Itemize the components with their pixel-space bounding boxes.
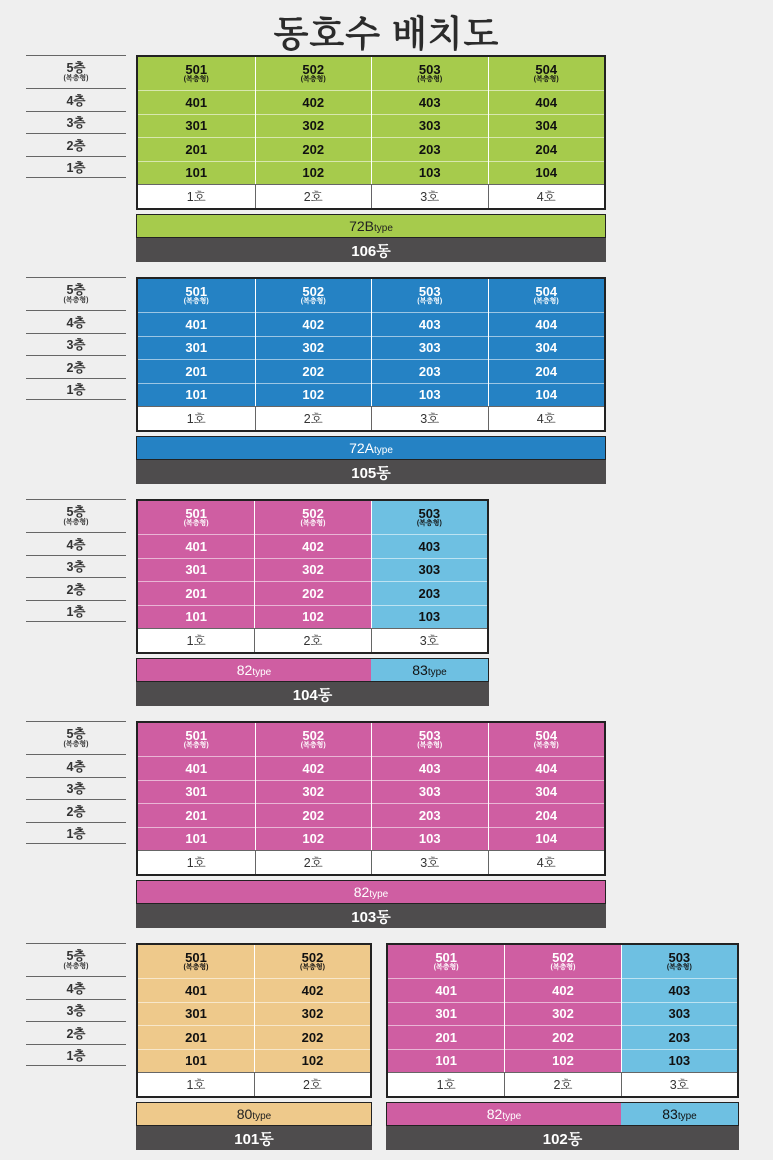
duplex-label: (복층형) (300, 297, 326, 305)
type-bar (136, 880, 606, 904)
unit-cell[interactable]: 302 (256, 336, 372, 360)
unit-cell[interactable]: 104 (489, 383, 605, 407)
building-104동 (136, 499, 489, 704)
unit-cell[interactable]: 304 (489, 336, 605, 360)
duplex-label: (복층형) (433, 963, 459, 971)
unit-number: 503 (418, 61, 441, 77)
unit-column (504, 945, 620, 1096)
type-suffix: type (374, 444, 393, 456)
duplex-label: (복층형) (183, 519, 209, 527)
ho-label: 3호 (621, 1072, 737, 1096)
type-name: 83 (662, 1106, 678, 1122)
unit-cell[interactable]: 302 (255, 1002, 370, 1026)
unit-cell[interactable]: 101 (138, 827, 255, 851)
unit-column (488, 723, 605, 874)
unit-cell[interactable]: 203 (622, 1025, 737, 1049)
floor-label-4: 4층 (26, 532, 126, 555)
unit-number: 503 (418, 283, 441, 299)
duplex-label: (복층형) (183, 75, 209, 83)
unit-cell[interactable]: 103 (622, 1049, 737, 1073)
dong-label: 103동 (136, 904, 606, 928)
floor-labels (26, 55, 126, 178)
unit-cell[interactable]: 301 (138, 1002, 254, 1026)
unit-cell[interactable]: 402 (256, 90, 372, 114)
floor-label-1: 1층 (26, 156, 126, 179)
duplex-label: (복층형) (300, 741, 326, 749)
ho-label: 1호 (138, 628, 254, 652)
page-title: 동호수 배치도 (273, 13, 500, 54)
unit-cell[interactable]: 102 (256, 383, 372, 407)
unit-cell[interactable] (372, 723, 488, 756)
unit-cell[interactable]: 204 (489, 803, 605, 827)
unit-cell[interactable]: 201 (388, 1025, 504, 1049)
unit-number: 502 (301, 949, 324, 965)
unit-column (255, 57, 372, 208)
unit-column (621, 945, 737, 1096)
floor-label-2: 2층 (26, 799, 126, 822)
floor-labels (26, 943, 126, 1066)
floor-label-sub: (복층형) (63, 518, 89, 526)
dong-label: 106동 (136, 238, 606, 262)
unit-cell[interactable]: 303 (372, 114, 488, 138)
ho-label: 4호 (488, 406, 605, 430)
ho-label: 2호 (255, 850, 372, 874)
unit-number: 502 (302, 727, 325, 743)
unit-cell[interactable]: 203 (372, 359, 488, 383)
type-suffix: type (677, 1110, 697, 1122)
unit-cell[interactable]: 401 (138, 978, 254, 1002)
type-segment (137, 881, 605, 903)
unit-cell[interactable] (255, 501, 370, 534)
type-segment (137, 437, 605, 459)
type-segment (137, 215, 605, 237)
duplex-label: (복층형) (666, 963, 692, 971)
unit-cell[interactable]: 303 (372, 558, 487, 582)
duplex-label: (복층형) (417, 75, 443, 83)
unit-cell[interactable]: 403 (372, 756, 488, 780)
unit-cell[interactable]: 101 (138, 383, 255, 407)
unit-cell[interactable]: 301 (138, 558, 254, 582)
unit-cell[interactable] (138, 501, 254, 534)
unit-number: 504 (535, 61, 558, 77)
type-suffix: type (252, 1110, 272, 1122)
unit-cell[interactable]: 402 (505, 978, 620, 1002)
floor-label-3: 3층 (26, 777, 126, 800)
unit-column (138, 501, 254, 652)
floor-label-4: 4층 (26, 88, 126, 111)
unit-number: 502 (302, 61, 325, 77)
unit-column (138, 945, 254, 1096)
type-segment (621, 1103, 738, 1125)
floor-labels (26, 721, 126, 844)
type-bar (136, 214, 606, 238)
unit-cell[interactable]: 404 (489, 312, 605, 336)
floor-label-2: 2층 (26, 133, 126, 156)
type-segment (387, 1103, 621, 1125)
floor-label-text: 5층 (66, 726, 86, 741)
floor-label-4: 4층 (26, 310, 126, 333)
ho-label: 1호 (138, 850, 255, 874)
unit-number: 501 (185, 61, 208, 77)
type-name: 72A (349, 440, 374, 456)
type-name: 80 (236, 1106, 253, 1122)
unit-cell[interactable]: 303 (372, 336, 488, 360)
building-section (0, 55, 773, 267)
duplex-label: (복층형) (183, 297, 209, 305)
unit-cell[interactable] (256, 279, 372, 312)
type-name: 82 (353, 884, 370, 900)
building-section (0, 499, 773, 711)
unit-cell[interactable]: 102 (255, 1049, 370, 1073)
unit-number: 501 (185, 283, 208, 299)
unit-grid (136, 277, 606, 432)
unit-cell[interactable]: 102 (256, 161, 372, 185)
unit-cell[interactable]: 103 (372, 383, 488, 407)
unit-cell[interactable]: 103 (372, 827, 488, 851)
type-bar (136, 1102, 372, 1126)
unit-cell[interactable]: 104 (489, 161, 605, 185)
type-suffix: type (374, 222, 393, 234)
floor-label-text: 5층 (66, 504, 86, 519)
unit-grid (136, 55, 606, 210)
unit-cell[interactable]: 102 (256, 827, 372, 851)
unit-column (371, 279, 488, 430)
duplex-label: (복층형) (533, 297, 559, 305)
unit-cell[interactable]: 102 (505, 1049, 620, 1073)
floor-label-5 (26, 721, 126, 754)
unit-cell[interactable]: 301 (138, 780, 255, 804)
unit-cell[interactable]: 302 (505, 1002, 620, 1026)
unit-cell[interactable]: 301 (388, 1002, 504, 1026)
building-section (0, 277, 773, 489)
unit-number: 503 (668, 949, 691, 965)
ho-label: 4호 (488, 850, 605, 874)
type-bar (386, 1102, 739, 1126)
unit-cell[interactable] (256, 57, 372, 90)
floor-label-sub: (복층형) (63, 74, 89, 82)
unit-cell[interactable] (138, 945, 254, 978)
unit-column (254, 501, 370, 652)
ho-label: 1호 (388, 1072, 504, 1096)
ho-label: 2호 (254, 1072, 370, 1096)
unit-cell[interactable]: 402 (256, 312, 372, 336)
unit-number: 501 (185, 505, 208, 521)
unit-number: 504 (535, 727, 558, 743)
ho-label: 2호 (255, 184, 372, 208)
floor-label-1: 1층 (26, 822, 126, 845)
unit-cell[interactable] (256, 723, 372, 756)
duplex-label: (복층형) (300, 519, 326, 527)
floor-label-sub: (복층형) (63, 296, 89, 304)
unit-cell[interactable]: 203 (372, 137, 488, 161)
unit-column (488, 57, 605, 208)
unit-cell[interactable]: 201 (138, 803, 255, 827)
unit-grid (136, 943, 372, 1098)
unit-column (255, 723, 372, 874)
duplex-label: (복층형) (417, 297, 443, 305)
type-suffix: type (369, 888, 389, 900)
unit-cell[interactable]: 304 (489, 114, 605, 138)
unit-cell[interactable]: 401 (138, 534, 254, 558)
unit-cell[interactable]: 202 (256, 803, 372, 827)
duplex-label: (복층형) (550, 963, 576, 971)
ho-label: 2호 (255, 406, 372, 430)
duplex-label: (복층형) (300, 963, 325, 971)
unit-cell[interactable]: 401 (138, 90, 255, 114)
floor-label-2: 2층 (26, 1021, 126, 1044)
floor-label-3: 3층 (26, 333, 126, 356)
unit-cell[interactable]: 301 (138, 114, 255, 138)
unit-number: 501 (185, 949, 207, 965)
unit-number: 501 (435, 949, 458, 965)
unit-cell[interactable]: 303 (372, 780, 488, 804)
unit-number: 503 (418, 505, 441, 521)
ho-label: 3호 (371, 628, 487, 652)
floor-label-3: 3층 (26, 555, 126, 578)
type-name: 72B (349, 218, 374, 234)
unit-column (371, 723, 488, 874)
unit-cell[interactable]: 203 (372, 581, 487, 605)
unit-cell[interactable]: 402 (255, 534, 370, 558)
unit-cell[interactable]: 201 (138, 359, 255, 383)
unit-column (138, 279, 255, 430)
unit-column (488, 279, 605, 430)
unit-column (371, 57, 488, 208)
unit-cell[interactable] (388, 945, 504, 978)
type-suffix: type (502, 1110, 522, 1122)
floor-labels (26, 499, 126, 622)
ho-label: 1호 (138, 406, 255, 430)
unit-cell[interactable]: 304 (489, 780, 605, 804)
unit-column (255, 279, 372, 430)
unit-cell[interactable] (138, 279, 255, 312)
unit-cell[interactable]: 201 (138, 581, 254, 605)
unit-cell[interactable]: 401 (138, 756, 255, 780)
floor-label-text: 5층 (66, 948, 86, 963)
unit-cell[interactable]: 204 (489, 137, 605, 161)
ho-label: 2호 (504, 1072, 620, 1096)
type-suffix: type (427, 666, 447, 678)
unit-cell[interactable] (505, 945, 620, 978)
building-106동 (136, 55, 606, 260)
unit-cell[interactable]: 103 (372, 605, 487, 629)
building-101동 (136, 943, 372, 1148)
dong-label: 104동 (136, 682, 489, 706)
duplex-label: (복층형) (533, 75, 559, 83)
unit-cell[interactable]: 101 (138, 161, 255, 185)
type-bar (136, 436, 606, 460)
unit-cell[interactable]: 403 (372, 90, 488, 114)
floor-label-5 (26, 499, 126, 532)
floor-label-1: 1층 (26, 600, 126, 623)
ho-label: 3호 (371, 406, 488, 430)
floor-label-sub: (복층형) (63, 740, 89, 748)
unit-column (388, 945, 504, 1096)
type-segment (137, 1103, 371, 1125)
dong-label: 101동 (136, 1126, 372, 1150)
ho-label: 3호 (371, 184, 488, 208)
unit-cell[interactable]: 202 (505, 1025, 620, 1049)
unit-number: 504 (535, 283, 558, 299)
unit-cell[interactable]: 303 (622, 1002, 737, 1026)
unit-cell[interactable]: 302 (256, 780, 372, 804)
type-name: 82 (236, 662, 253, 678)
unit-cell[interactable]: 202 (255, 1025, 370, 1049)
building-105동 (136, 277, 606, 482)
unit-cell[interactable] (372, 57, 488, 90)
dong-label: 102동 (386, 1126, 739, 1150)
unit-number: 502 (302, 283, 325, 299)
unit-number: 503 (418, 727, 441, 743)
unit-cell[interactable]: 101 (388, 1049, 504, 1073)
building-102동 (386, 943, 739, 1148)
unit-cell[interactable] (489, 57, 605, 90)
duplex-label: (복층형) (183, 963, 209, 971)
floor-label-text: 5층 (66, 60, 86, 75)
type-segment (371, 659, 488, 681)
floor-label-sub: (복층형) (63, 962, 89, 970)
unit-cell[interactable]: 201 (138, 137, 255, 161)
type-name: 82 (486, 1106, 503, 1122)
duplex-label: (복층형) (417, 741, 443, 749)
unit-cell[interactable]: 301 (138, 336, 255, 360)
duplex-label: (복층형) (416, 519, 442, 527)
floor-label-1: 1층 (26, 378, 126, 401)
duplex-label: (복층형) (533, 741, 559, 749)
unit-number: 501 (185, 727, 208, 743)
type-bar (136, 658, 489, 682)
ho-label: 4호 (488, 184, 605, 208)
unit-grid (136, 499, 489, 654)
unit-cell[interactable]: 101 (138, 1049, 254, 1073)
duplex-label: (복층형) (183, 741, 209, 749)
unit-cell[interactable]: 101 (138, 605, 254, 629)
unit-number: 502 (302, 505, 324, 521)
unit-column (371, 501, 487, 652)
unit-cell[interactable]: 401 (388, 978, 504, 1002)
unit-cell[interactable] (372, 279, 488, 312)
floor-label-3: 3층 (26, 111, 126, 134)
floor-label-3: 3층 (26, 999, 126, 1022)
unit-cell[interactable] (138, 723, 255, 756)
unit-cell[interactable]: 201 (138, 1025, 254, 1049)
unit-cell[interactable]: 202 (256, 359, 372, 383)
floor-label-2: 2층 (26, 355, 126, 378)
floor-label-text: 5층 (66, 282, 86, 297)
unit-cell[interactable]: 104 (489, 827, 605, 851)
unit-number: 502 (552, 949, 574, 965)
floor-label-1: 1층 (26, 1044, 126, 1067)
floor-label-5 (26, 943, 126, 976)
building-103동 (136, 721, 606, 926)
unit-column (138, 57, 255, 208)
building-section (0, 721, 773, 933)
unit-cell[interactable]: 103 (372, 161, 488, 185)
dong-label: 105동 (136, 460, 606, 484)
unit-cell[interactable] (489, 723, 605, 756)
unit-cell[interactable] (255, 945, 370, 978)
floor-label-4: 4층 (26, 754, 126, 777)
floor-label-4: 4층 (26, 976, 126, 999)
unit-cell[interactable] (138, 57, 255, 90)
building-section (0, 943, 773, 1155)
ho-label: 1호 (138, 1072, 254, 1096)
unit-column (254, 945, 370, 1096)
unit-grid (136, 721, 606, 876)
unit-cell[interactable]: 404 (489, 90, 605, 114)
type-suffix: type (252, 666, 272, 678)
unit-cell[interactable]: 202 (255, 581, 370, 605)
unit-cell[interactable] (489, 279, 605, 312)
unit-cell[interactable]: 401 (138, 312, 255, 336)
unit-cell[interactable] (372, 501, 487, 534)
unit-cell[interactable]: 403 (372, 312, 488, 336)
type-segment (137, 659, 371, 681)
unit-column (138, 723, 255, 874)
unit-cell[interactable]: 102 (255, 605, 370, 629)
floor-label-2: 2층 (26, 577, 126, 600)
unit-cell[interactable]: 202 (256, 137, 372, 161)
ho-label: 2호 (254, 628, 370, 652)
unit-cell[interactable] (622, 945, 737, 978)
floor-label-5 (26, 55, 126, 88)
floor-label-5 (26, 277, 126, 310)
floor-labels (26, 277, 126, 400)
unit-cell[interactable]: 302 (255, 558, 370, 582)
unit-cell[interactable]: 203 (372, 803, 488, 827)
duplex-label: (복층형) (300, 75, 326, 83)
unit-grid (386, 943, 739, 1098)
unit-cell[interactable]: 403 (372, 534, 487, 558)
unit-cell[interactable]: 204 (489, 359, 605, 383)
ho-label: 3호 (371, 850, 488, 874)
type-name: 83 (412, 662, 428, 678)
unit-cell[interactable]: 302 (256, 114, 372, 138)
unit-cell[interactable]: 404 (489, 756, 605, 780)
unit-cell[interactable]: 403 (622, 978, 737, 1002)
unit-cell[interactable]: 402 (256, 756, 372, 780)
ho-label: 1호 (138, 184, 255, 208)
unit-cell[interactable]: 402 (255, 978, 370, 1002)
